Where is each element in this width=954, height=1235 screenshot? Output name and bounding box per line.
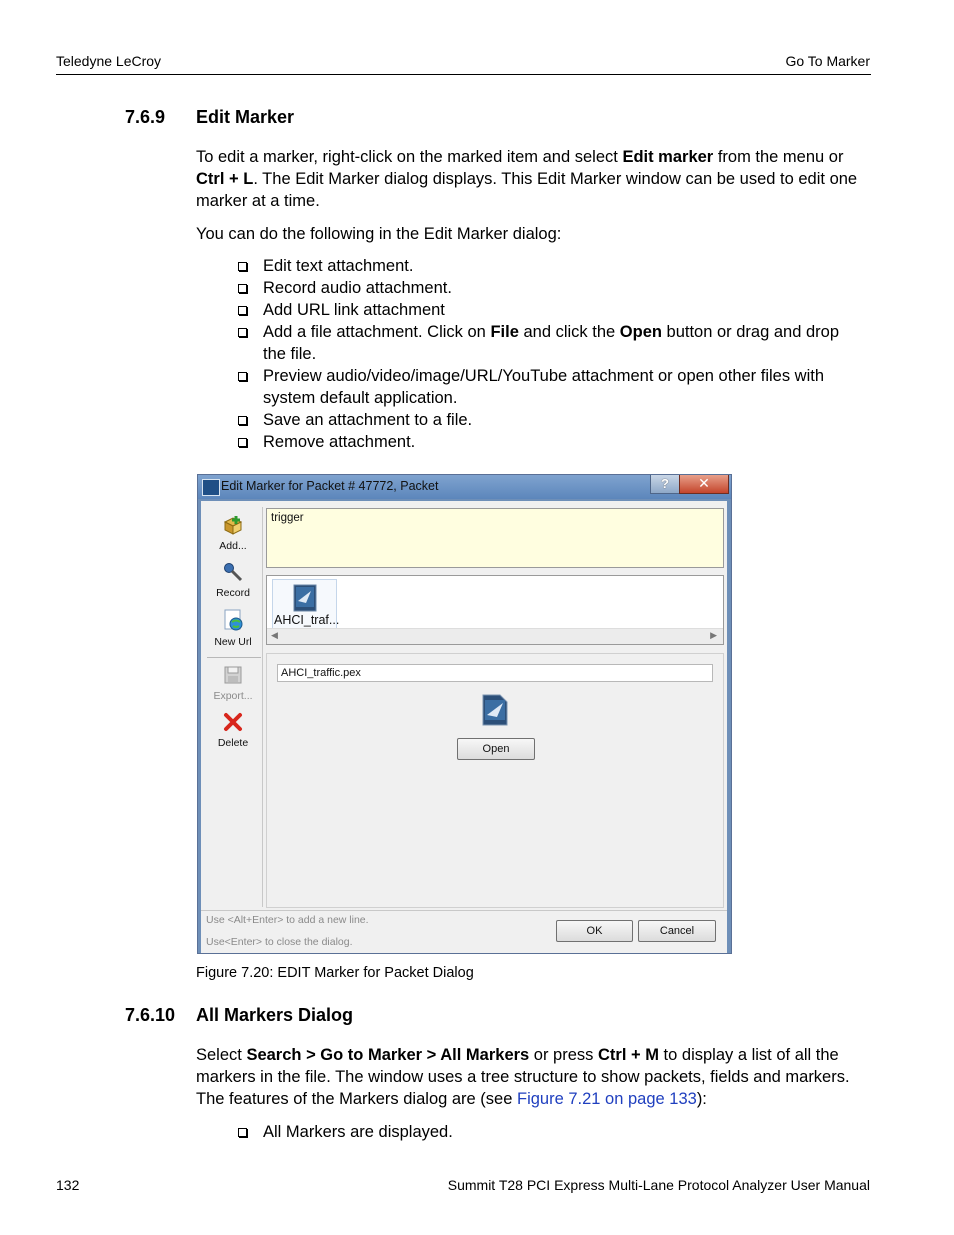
list-item: Remove attachment. (236, 431, 866, 453)
list-item: Preview audio/video/image/URL/YouTube attachment or open other files with system default application. (236, 365, 866, 409)
running-header-left: Teledyne LeCroy (56, 53, 162, 69)
dialog-client (201, 501, 727, 953)
dialog-title: Edit Marker for Packet # 47772, Packet (221, 479, 439, 493)
list-item: All Markers are displayed. (236, 1121, 866, 1143)
list-item: Record audio attachment. (236, 277, 866, 299)
add-button[interactable] (205, 515, 261, 552)
file-name-field[interactable]: AHCI_traffic.pex (277, 664, 713, 682)
app-icon (202, 479, 220, 496)
attachment-item[interactable] (272, 579, 340, 629)
help-button[interactable]: ? (650, 475, 680, 494)
new-url-button[interactable] (205, 609, 261, 648)
microphone-icon (222, 562, 244, 582)
section-number: 7.6.10 (125, 1005, 176, 1025)
attachment-list[interactable] (266, 575, 724, 645)
list-item: Save an attachment to a file. (236, 409, 866, 431)
list-item: Edit text attachment. (236, 255, 866, 277)
delete-button[interactable] (205, 712, 261, 749)
figure-caption: Figure 7.20: EDIT Marker for Packet Dialog (196, 965, 474, 981)
header-rule (56, 74, 871, 75)
attachment-preview (266, 653, 724, 908)
dialog-titlebar (198, 475, 731, 499)
pex-file-icon (482, 694, 508, 726)
delete-x-icon (223, 712, 243, 732)
section-title: Edit Marker (196, 107, 295, 127)
marker-text-input[interactable]: trigger (266, 508, 724, 568)
record-label: Record (216, 587, 250, 599)
toolbar-separator (207, 657, 261, 658)
export-button[interactable] (205, 665, 261, 702)
list-item: Add URL link attachment (236, 299, 866, 321)
section-title: All Markers Dialog (196, 1005, 354, 1025)
ok-button[interactable]: OK (556, 920, 633, 942)
features-list (236, 1121, 866, 1143)
list-item: Add a file attachment. Click on File and click the Open button or drag and drop the file. (236, 321, 866, 365)
scroll-right-icon[interactable]: ▶ (710, 630, 717, 640)
save-icon (223, 665, 243, 685)
scroll-left-icon[interactable]: ◀ (271, 630, 278, 640)
paragraph-list-intro: You can do the following in the Edit Marker dialog: (196, 225, 562, 243)
page-number: 132 (56, 1177, 80, 1193)
new-url-label: New Url (214, 636, 252, 648)
section-number: 7.6.9 (125, 107, 166, 127)
paragraph-intro: To edit a marker, right-click on the marked item and select Edit marker from the menu or Ctrl + L. The Edit Marker dialog displays. This Edit Marker window can be used to edit one marker at a time. (196, 148, 858, 210)
open-button[interactable]: Open (457, 738, 535, 760)
pex-file-icon (293, 584, 317, 612)
record-button[interactable] (205, 562, 261, 599)
close-button[interactable]: ✕ (679, 475, 729, 494)
add-icon (222, 515, 244, 535)
attachment-caption: AHCI_traf... (274, 613, 340, 627)
hint-alt-enter: Use <Alt+Enter> to add a new line. (206, 914, 369, 926)
hint-enter: Use<Enter> to close the dialog. (206, 936, 353, 948)
delete-label: Delete (217, 737, 249, 749)
cancel-button[interactable]: Cancel (638, 920, 716, 942)
paragraph-all-markers: Select Search > Go to Marker > All Markers or press Ctrl + M to display a list of all the markers in the file. The window uses a tree structure to show packets, fields and markers. The features of the Markers dialog are (see Figure 7.21 on page 133): (196, 1046, 850, 1108)
globe-page-icon (222, 609, 244, 631)
footer-title: Summit T28 PCI Express Multi-Lane Protocol Analyzer User Manual (447, 1177, 870, 1193)
figure-link[interactable]: Figure 7.21 on page 133 (517, 1090, 697, 1108)
feature-list (236, 255, 866, 453)
edit-marker-dialog (197, 474, 732, 954)
dialog-divider (201, 910, 727, 911)
export-label: Export... (213, 690, 253, 702)
toolbar (205, 507, 263, 907)
add-label: Add... (219, 540, 247, 552)
running-header-right: Go To Marker (785, 53, 870, 69)
horizontal-scrollbar[interactable] (267, 628, 723, 644)
